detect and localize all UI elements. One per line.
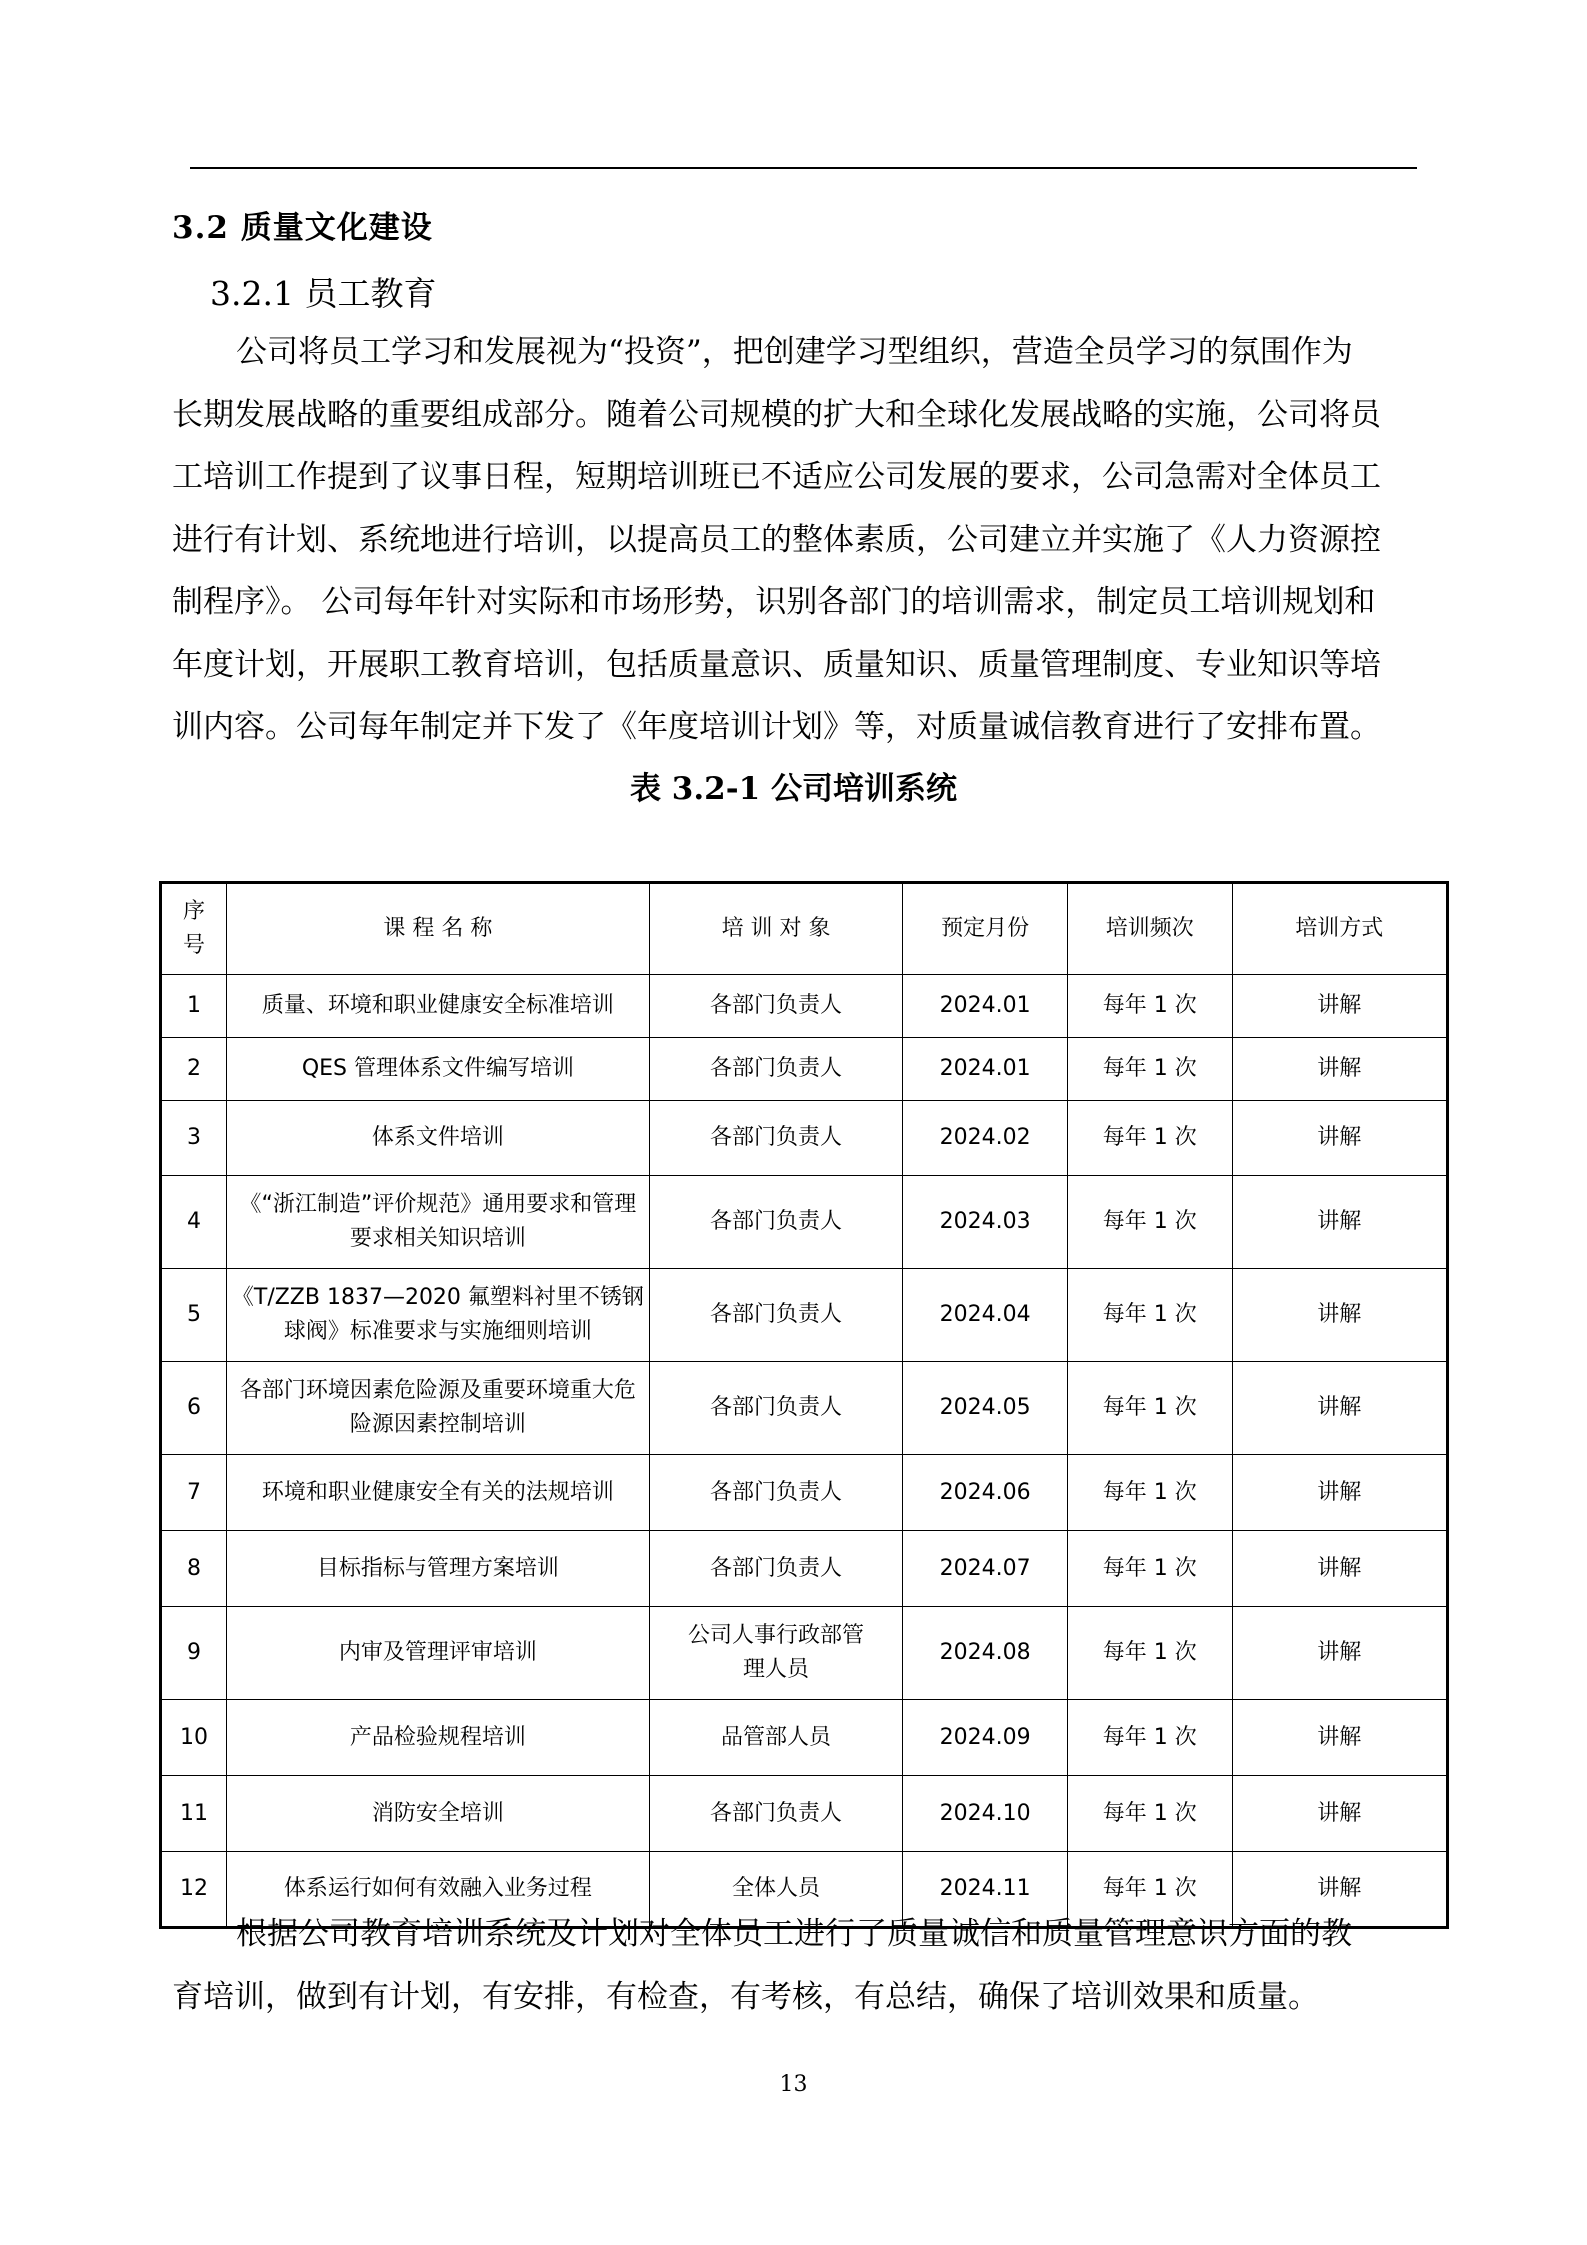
cell-audience: 公司人事行政部管理人员 bbox=[649, 1607, 902, 1700]
table-row bbox=[161, 975, 1448, 1038]
cell-month: 2024.01 bbox=[903, 975, 1068, 1038]
cell-method: 讲解 bbox=[1232, 1038, 1447, 1101]
cell-audience: 各部门负责人 bbox=[649, 1531, 902, 1607]
cell-frequency: 每年 1 次 bbox=[1068, 1607, 1233, 1700]
cell-seq: 12 bbox=[161, 1852, 227, 1928]
table-row bbox=[161, 1362, 1448, 1455]
table-row bbox=[161, 1700, 1448, 1776]
cell-month: 2024.07 bbox=[903, 1531, 1068, 1607]
subsection-heading: 3.2.1 员工教育 bbox=[210, 274, 437, 313]
cell-month: 2024.09 bbox=[903, 1700, 1068, 1776]
cell-audience: 各部门负责人 bbox=[649, 1269, 902, 1362]
paragraph-line: 根据公司教育培训系统及计划对全体员工进行了质量诚信和质量管理意识方面的教 bbox=[236, 1916, 1352, 1952]
cell-audience: 各部门负责人 bbox=[649, 975, 902, 1038]
cell-frequency: 每年 1 次 bbox=[1068, 1700, 1233, 1776]
cell-month: 2024.04 bbox=[903, 1269, 1068, 1362]
paragraph-line: 工培训工作提到了议事日程，短期培训班已不适应公司发展的要求，公司急需对全体员工 bbox=[172, 459, 1381, 495]
section-heading: 3.2 质量文化建设 bbox=[172, 210, 433, 246]
cell-month: 2024.11 bbox=[903, 1852, 1068, 1928]
table-row bbox=[161, 1607, 1448, 1700]
cell-seq: 11 bbox=[161, 1776, 227, 1852]
table-row bbox=[161, 1101, 1448, 1176]
cell-frequency: 每年 1 次 bbox=[1068, 1531, 1233, 1607]
cell-seq: 9 bbox=[161, 1607, 227, 1700]
cell-course: 环境和职业健康安全有关的法规培训 bbox=[226, 1455, 649, 1531]
cell-month: 2024.02 bbox=[903, 1101, 1068, 1176]
cell-audience: 各部门负责人 bbox=[649, 1455, 902, 1531]
cell-month: 2024.05 bbox=[903, 1362, 1068, 1455]
paragraph-line: 公司将员工学习和发展视为“投资”，把创建学习型组织，营造全员学习的氛围作为 bbox=[236, 334, 1353, 370]
paragraph-line: 育培训，做到有计划，有安排，有检查，有考核，有总结，确保了培训效果和质量。 bbox=[172, 1978, 1319, 2015]
header-audience: 培 训 对 象 bbox=[649, 883, 902, 975]
cell-frequency: 每年 1 次 bbox=[1068, 1852, 1233, 1928]
cell-course: 《T/ZZB 1837—2020 氟塑料衬里不锈钢球阀》标准要求与实施细则培训 bbox=[226, 1269, 649, 1362]
cell-frequency: 每年 1 次 bbox=[1068, 1362, 1233, 1455]
cell-course: 《“浙江制造”评价规范》通用要求和管理要求相关知识培训 bbox=[226, 1176, 649, 1269]
cell-seq: 2 bbox=[161, 1038, 227, 1101]
closing-paragraph bbox=[172, 1903, 1429, 2028]
cell-month: 2024.10 bbox=[903, 1776, 1068, 1852]
cell-seq: 1 bbox=[161, 975, 227, 1038]
cell-course: 目标指标与管理方案培训 bbox=[226, 1531, 649, 1607]
cell-audience: 各部门负责人 bbox=[649, 1101, 902, 1176]
cell-seq: 3 bbox=[161, 1101, 227, 1176]
cell-seq: 10 bbox=[161, 1700, 227, 1776]
cell-audience: 品管部人员 bbox=[649, 1700, 902, 1776]
cell-seq: 7 bbox=[161, 1455, 227, 1531]
cell-frequency: 每年 1 次 bbox=[1068, 1269, 1233, 1362]
cell-method: 讲解 bbox=[1232, 975, 1447, 1038]
header-month: 预定月份 bbox=[903, 883, 1068, 975]
cell-course: 各部门环境因素危险源及重要环境重大危险源因素控制培训 bbox=[226, 1362, 649, 1455]
cell-seq: 8 bbox=[161, 1531, 227, 1607]
table-row bbox=[161, 1776, 1448, 1852]
cell-audience: 各部门负责人 bbox=[649, 1362, 902, 1455]
table-row bbox=[161, 1531, 1448, 1607]
cell-audience: 各部门负责人 bbox=[649, 1038, 902, 1101]
page-number: 13 bbox=[779, 2072, 808, 2097]
cell-method: 讲解 bbox=[1232, 1531, 1447, 1607]
cell-method: 讲解 bbox=[1232, 1700, 1447, 1776]
table-row bbox=[161, 1269, 1448, 1362]
header-seq: 序号 bbox=[161, 883, 227, 975]
cell-course: 消防安全培训 bbox=[226, 1776, 649, 1852]
paragraph-line: 进行有计划、系统地进行培训，以提高员工的整体素质，公司建立并实施了《人力资源控 bbox=[172, 521, 1381, 558]
header-method: 培训方式 bbox=[1232, 883, 1447, 975]
cell-audience: 各部门负责人 bbox=[649, 1776, 902, 1852]
cell-method: 讲解 bbox=[1232, 1455, 1447, 1531]
cell-audience: 各部门负责人 bbox=[649, 1176, 902, 1269]
table-caption: 表 3.2-1 公司培训系统 bbox=[630, 771, 957, 807]
table-row bbox=[161, 1455, 1448, 1531]
cell-course: 质量、环境和职业健康安全标准培训 bbox=[226, 975, 649, 1038]
cell-frequency: 每年 1 次 bbox=[1068, 1776, 1233, 1852]
cell-method: 讲解 bbox=[1232, 1607, 1447, 1700]
cell-audience: 全体人员 bbox=[649, 1852, 902, 1928]
cell-method: 讲解 bbox=[1232, 1852, 1447, 1928]
paragraph-line: 制程序》。 公司每年针对实际和市场形势，识别各部门的培训需求，制定员工培训规划和 bbox=[172, 584, 1376, 620]
cell-frequency: 每年 1 次 bbox=[1068, 1176, 1233, 1269]
cell-method: 讲解 bbox=[1232, 1776, 1447, 1852]
cell-course: QES 管理体系文件编写培训 bbox=[226, 1038, 649, 1101]
cell-month: 2024.06 bbox=[903, 1455, 1068, 1531]
cell-frequency: 每年 1 次 bbox=[1068, 1038, 1233, 1101]
cell-frequency: 每年 1 次 bbox=[1068, 1101, 1233, 1176]
cell-month: 2024.01 bbox=[903, 1038, 1068, 1101]
cell-seq: 5 bbox=[161, 1269, 227, 1362]
cell-method: 讲解 bbox=[1232, 1101, 1447, 1176]
header-course: 课 程 名 称 bbox=[226, 883, 649, 975]
paragraph-line: 年度计划，开展职工教育培训，包括质量意识、质量知识、质量管理制度、专业知识等培 bbox=[172, 646, 1381, 683]
table-row bbox=[161, 1038, 1448, 1101]
table-header-row bbox=[161, 883, 1448, 975]
cell-month: 2024.08 bbox=[903, 1607, 1068, 1700]
cell-method: 讲解 bbox=[1232, 1269, 1447, 1362]
cell-method: 讲解 bbox=[1232, 1176, 1447, 1269]
cell-frequency: 每年 1 次 bbox=[1068, 975, 1233, 1038]
training-table bbox=[159, 881, 1449, 1929]
cell-seq: 6 bbox=[161, 1362, 227, 1455]
cell-frequency: 每年 1 次 bbox=[1068, 1455, 1233, 1531]
cell-course: 产品检验规程培训 bbox=[226, 1700, 649, 1776]
intro-paragraph bbox=[172, 321, 1429, 759]
table-row bbox=[161, 1176, 1448, 1269]
header-rule bbox=[190, 167, 1417, 169]
cell-method: 讲解 bbox=[1232, 1362, 1447, 1455]
paragraph-line: 长期发展战略的重要组成部分。随着公司规模的扩大和全球化发展战略的实施，公司将员 bbox=[172, 396, 1381, 433]
header-frequency: 培训频次 bbox=[1068, 883, 1233, 975]
paragraph-line: 训内容。公司每年制定并下发了《年度培训计划》等，对质量诚信教育进行了安排布置。 bbox=[172, 709, 1381, 745]
cell-seq: 4 bbox=[161, 1176, 227, 1269]
cell-course: 体系运行如何有效融入业务过程 bbox=[226, 1852, 649, 1928]
cell-month: 2024.03 bbox=[903, 1176, 1068, 1269]
cell-course: 内审及管理评审培训 bbox=[226, 1607, 649, 1700]
cell-course: 体系文件培训 bbox=[226, 1101, 649, 1176]
